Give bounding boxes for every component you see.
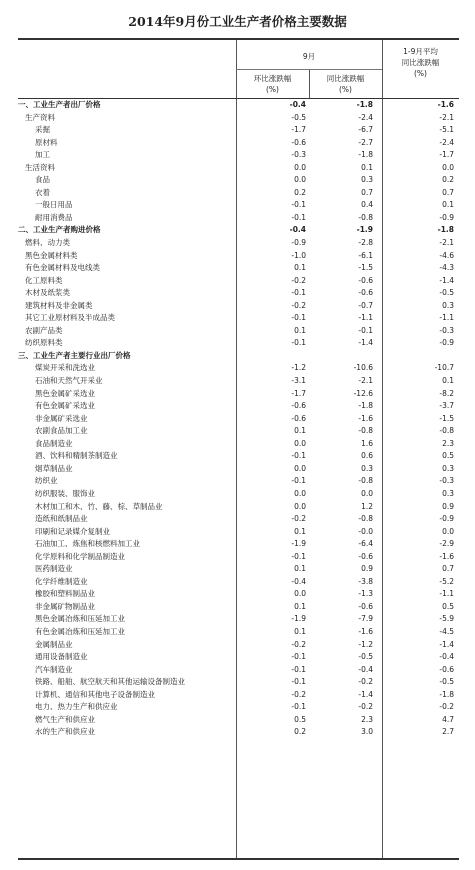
ytd-avg-cell: 4.7	[442, 714, 454, 724]
ytd-avg-cell: -10.7	[434, 363, 454, 373]
ytd-avg-cell: -8.2	[439, 388, 454, 398]
ytd-avg-cell: -1.1	[439, 313, 454, 323]
mom-change-cell: -0.2	[291, 639, 306, 649]
mom-change-cell: -0.4	[291, 576, 306, 586]
table-row	[18, 613, 459, 626]
row-label: 木材及纸浆类	[25, 288, 70, 298]
table-row	[18, 224, 459, 237]
ytd-avg-cell: -2.1	[439, 112, 454, 122]
yoy-change-cell: -7.9	[358, 614, 373, 624]
row-label: 有色金属冶炼和压延加工业	[35, 626, 125, 636]
yoy-change-unit: (%)	[339, 85, 352, 94]
ytd-avg-cell: -5.1	[439, 125, 454, 135]
yoy-change-cell: 0.9	[361, 564, 373, 574]
mom-change-cell: -0.6	[291, 413, 306, 423]
ytd-avg-cell: -2.4	[439, 137, 454, 147]
row-label: 石油和天然气开采业	[35, 376, 103, 386]
row-label: 建筑材料及非金属类	[25, 300, 93, 310]
row-label: 食品	[35, 175, 50, 185]
table-row	[18, 275, 459, 288]
ytd-avg-cell: 0.5	[442, 601, 454, 611]
row-label: 金属制品业	[35, 639, 73, 649]
mom-change-cell: -1.7	[291, 125, 306, 135]
yoy-change-cell: -1.8	[358, 150, 373, 160]
ytd-avg-cell: -1.1	[439, 589, 454, 599]
mom-change-cell: -0.1	[291, 551, 306, 561]
table-row	[18, 287, 459, 300]
table-row	[18, 475, 459, 488]
row-label: 煤炭开采和洗选业	[35, 363, 95, 373]
mom-change-cell: -0.4	[289, 225, 306, 235]
table-row	[18, 137, 459, 150]
row-label: 燃气生产和供应业	[35, 714, 95, 724]
yoy-change-cell: -1.6	[358, 413, 373, 423]
yoy-change-cell: -1.4	[358, 338, 373, 348]
yoy-change-cell: 3.0	[361, 727, 373, 737]
mom-change-cell: -0.1	[291, 677, 306, 687]
row-label: 二、工业生产者购进价格	[18, 225, 101, 235]
ytd-avg-cell: -0.3	[439, 325, 454, 335]
table-row	[18, 362, 459, 375]
table-row	[18, 438, 459, 451]
row-label: 烟草制品业	[35, 463, 73, 473]
mom-change-cell: 0.1	[294, 626, 306, 636]
mom-change-cell: -0.6	[291, 401, 306, 411]
mom-change-cell: -0.2	[291, 514, 306, 524]
ytd-avg-cell: -1.5	[439, 413, 454, 423]
row-label: 铁路、船舶、航空航天和其他运输设备制造业	[35, 677, 185, 687]
mom-change-cell: -0.9	[291, 238, 306, 248]
ytd-avg-cell: -0.8	[439, 426, 454, 436]
yoy-change-cell: -6.1	[358, 250, 373, 260]
row-label: 酒、饮料和精制茶制造业	[35, 451, 118, 461]
ytd-avg-cell: 0.7	[442, 187, 454, 197]
ytd-avg-cell: 0.5	[442, 451, 454, 461]
yoy-change-cell: -1.1	[358, 313, 373, 323]
month-header: 9月	[302, 52, 316, 61]
mom-change-cell: 0.0	[294, 589, 306, 599]
row-label: 通用设备制造业	[35, 652, 88, 662]
table-row	[18, 350, 459, 363]
table-row	[18, 112, 459, 125]
ytd-avg-cell: -3.7	[439, 401, 454, 411]
row-label: 电力、热力生产和供应业	[35, 702, 118, 712]
mom-change-cell: -0.5	[291, 112, 306, 122]
ytd-avg-cell: -4.3	[439, 263, 454, 273]
ytd-avg-cell: 0.7	[442, 564, 454, 574]
table-row	[18, 337, 459, 350]
mom-change-cell: 0.1	[294, 426, 306, 436]
ytd-avg-cell: -0.9	[439, 338, 454, 348]
table-row	[18, 250, 459, 263]
row-label: 加工	[35, 150, 50, 160]
ytd-avg-cell: -0.5	[439, 288, 454, 298]
mom-change-cell: -3.1	[291, 376, 306, 386]
table-row	[18, 312, 459, 325]
yoy-change-cell: 0.6	[361, 451, 373, 461]
ytd-avg-cell: 0.3	[442, 300, 454, 310]
mom-change-cell: -0.1	[291, 338, 306, 348]
ytd-avg-header	[382, 46, 459, 79]
row-label: 纺织业	[35, 476, 58, 486]
table-row	[18, 388, 459, 401]
table-row	[18, 701, 459, 714]
yoy-change-cell: -12.6	[353, 388, 373, 398]
table-header	[18, 40, 459, 99]
page-title: 2014年9月份工业生产者价格主要数据	[128, 14, 347, 29]
table-row	[18, 413, 459, 426]
table-row	[18, 676, 459, 689]
ytd-avg-cell: -1.4	[439, 639, 454, 649]
yoy-change-cell: -3.8	[358, 576, 373, 586]
ytd-avg-cell: 2.3	[442, 438, 454, 448]
yoy-change-cell: -1.8	[358, 401, 373, 411]
table-row	[18, 300, 459, 313]
ytd-avg-cell: -2.9	[439, 539, 454, 549]
mom-change-cell: -0.6	[291, 137, 306, 147]
table-row	[18, 99, 459, 112]
table-row	[18, 400, 459, 413]
table-row	[18, 237, 459, 250]
table-row	[18, 588, 459, 601]
mom-change-cell: -0.4	[289, 100, 306, 109]
table-row	[18, 726, 459, 739]
yoy-change-header	[309, 73, 382, 95]
table-row	[18, 262, 459, 275]
row-label: 纺织原料类	[25, 338, 63, 348]
table-row	[18, 714, 459, 727]
mom-change-cell: -0.1	[291, 702, 306, 712]
yoy-change-cell: -0.0	[358, 526, 373, 536]
mom-change-label: 环比涨跌幅	[253, 74, 292, 83]
mom-change-cell: -1.2	[291, 363, 306, 373]
table-row	[18, 187, 459, 200]
ytd-avg-cell: 0.1	[442, 376, 454, 386]
yoy-change-cell: 1.2	[361, 501, 373, 511]
row-label: 一、工业生产者出厂价格	[18, 100, 101, 109]
row-label: 造纸和纸制品业	[35, 514, 88, 524]
yoy-change-cell: -1.3	[358, 589, 373, 599]
mom-change-cell: -0.1	[291, 313, 306, 323]
row-label: 黑色金属材料类	[25, 250, 78, 260]
table-row	[18, 162, 459, 175]
yoy-change-cell: -1.4	[358, 689, 373, 699]
yoy-change-cell: -0.6	[358, 601, 373, 611]
ytd-avg-label-1: 1-9月平均	[403, 47, 438, 56]
yoy-change-cell: -0.6	[358, 288, 373, 298]
table-row	[18, 526, 459, 539]
table-row	[18, 689, 459, 702]
mom-change-cell: 0.0	[294, 463, 306, 473]
yoy-change-cell: -0.2	[358, 702, 373, 712]
ytd-avg-cell: -1.6	[439, 551, 454, 561]
row-label: 汽车制造业	[35, 664, 73, 674]
row-label: 黑色金属冶炼和压延加工业	[35, 614, 125, 624]
yoy-change-cell: -0.2	[358, 677, 373, 687]
table-row	[18, 450, 459, 463]
ytd-avg-cell: -1.6	[437, 100, 454, 109]
yoy-change-cell: -0.6	[358, 275, 373, 285]
row-label: 黑色金属矿采选业	[35, 388, 95, 398]
yoy-change-cell: -0.1	[358, 325, 373, 335]
ytd-avg-cell: -1.8	[437, 225, 454, 235]
yoy-change-cell: -0.6	[358, 551, 373, 561]
yoy-change-cell: -0.4	[358, 664, 373, 674]
row-label: 木材加工和木、竹、藤、棕、草制品业	[35, 501, 163, 511]
yoy-change-cell: 0.3	[361, 175, 373, 185]
yoy-change-cell: -0.8	[358, 514, 373, 524]
mom-change-unit: (%)	[266, 85, 279, 94]
mom-change-cell: 0.1	[294, 601, 306, 611]
row-label: 印刷和记录媒介复制业	[35, 526, 110, 536]
row-label: 橡胶和塑料制品业	[35, 589, 95, 599]
ytd-avg-cell: 0.2	[442, 175, 454, 185]
mom-change-cell: 0.1	[294, 263, 306, 273]
mom-change-cell: -1.7	[291, 388, 306, 398]
yoy-change-cell: -1.9	[356, 225, 373, 235]
mom-change-cell: -0.1	[291, 664, 306, 674]
row-label: 耐用消费品	[35, 212, 73, 222]
row-label: 燃料、动力类	[25, 238, 70, 248]
row-label: 有色金属材料及电线类	[25, 263, 100, 273]
ytd-avg-cell: -4.6	[439, 250, 454, 260]
mom-change-cell: -0.1	[291, 200, 306, 210]
yoy-change-cell: 0.1	[361, 162, 373, 172]
ytd-avg-cell: -1.7	[439, 150, 454, 160]
mom-change-cell: -0.2	[291, 689, 306, 699]
mom-change-cell: -0.3	[291, 150, 306, 160]
mom-change-cell: 0.0	[294, 438, 306, 448]
yoy-change-cell: 2.3	[361, 714, 373, 724]
row-label: 有色金属矿采选业	[35, 401, 95, 411]
row-label: 计算机、通信和其他电子设备制造业	[35, 689, 155, 699]
row-label: 化学原料和化学制品制造业	[35, 551, 125, 561]
mom-change-cell: -0.2	[291, 300, 306, 310]
table-bottom-rule	[18, 858, 459, 860]
table-row	[18, 199, 459, 212]
ytd-avg-cell: 0.1	[442, 200, 454, 210]
ytd-avg-cell: -4.5	[439, 626, 454, 636]
ytd-avg-cell: 2.7	[442, 727, 454, 737]
yoy-change-cell: -1.8	[356, 100, 373, 109]
mom-change-cell: -0.2	[291, 275, 306, 285]
ytd-avg-cell: 0.3	[442, 463, 454, 473]
row-label: 石油加工、炼焦和核燃料加工业	[35, 539, 140, 549]
mom-change-cell: -0.1	[291, 652, 306, 662]
table-row	[18, 375, 459, 388]
row-label: 生产资料	[25, 112, 55, 122]
mom-change-cell: -0.1	[291, 451, 306, 461]
mom-change-cell: 0.2	[294, 187, 306, 197]
mom-change-cell: 0.0	[294, 175, 306, 185]
ytd-avg-label-2: 同比涨跌幅	[401, 58, 440, 67]
yoy-change-cell: -1.2	[358, 639, 373, 649]
table-row	[18, 551, 459, 564]
ytd-avg-cell: -0.9	[439, 212, 454, 222]
table-body	[18, 99, 459, 739]
row-label: 食品制造业	[35, 438, 73, 448]
yoy-change-cell: -2.1	[358, 376, 373, 386]
ytd-avg-cell: -0.4	[439, 652, 454, 662]
mom-change-cell: 0.1	[294, 564, 306, 574]
row-label: 原材料	[35, 137, 58, 147]
row-label: 纺织服装、服饰业	[35, 488, 95, 498]
yoy-change-cell: 1.6	[361, 438, 373, 448]
row-label: 水的生产和供应业	[35, 727, 95, 737]
yoy-change-cell: -6.4	[358, 539, 373, 549]
table-row	[18, 174, 459, 187]
row-label: 化工原料类	[25, 275, 63, 285]
ytd-avg-cell: -1.4	[439, 275, 454, 285]
table-row	[18, 664, 459, 677]
table-row	[18, 601, 459, 614]
ytd-avg-cell: 0.3	[442, 488, 454, 498]
table-row	[18, 463, 459, 476]
row-label: 非金属矿采选业	[35, 413, 88, 423]
ytd-avg-cell: -0.3	[439, 476, 454, 486]
table-row	[18, 513, 459, 526]
mom-change-cell: -0.1	[291, 288, 306, 298]
mom-change-cell: 0.0	[294, 488, 306, 498]
yoy-change-cell: -0.8	[358, 426, 373, 436]
row-label: 非金属矿物制品业	[35, 601, 95, 611]
yoy-change-cell: -2.8	[358, 238, 373, 248]
table-row	[18, 538, 459, 551]
table-row	[18, 425, 459, 438]
mom-change-cell: 0.5	[294, 714, 306, 724]
mom-change-cell: -1.9	[291, 539, 306, 549]
yoy-change-cell: -0.7	[358, 300, 373, 310]
ytd-avg-cell: -0.2	[439, 702, 454, 712]
ytd-avg-cell: 0.9	[442, 501, 454, 511]
ytd-avg-cell: 0.0	[442, 526, 454, 536]
yoy-change-cell: -0.8	[358, 476, 373, 486]
yoy-change-cell: -1.5	[358, 263, 373, 273]
mom-change-cell: -0.1	[291, 476, 306, 486]
ytd-avg-cell: -2.1	[439, 238, 454, 248]
ytd-avg-cell: -0.6	[439, 664, 454, 674]
mom-change-cell: 0.0	[294, 501, 306, 511]
mom-change-cell: -1.9	[291, 614, 306, 624]
mom-change-cell: 0.0	[294, 162, 306, 172]
table-row	[18, 488, 459, 501]
yoy-change-cell: 0.4	[361, 200, 373, 210]
price-table	[18, 38, 459, 739]
yoy-change-cell: 0.0	[361, 488, 373, 498]
row-label: 化学纤维制造业	[35, 576, 88, 586]
table-row	[18, 639, 459, 652]
row-label: 采掘	[35, 125, 50, 135]
row-label: 其它工业原材料及半成品类	[25, 313, 115, 323]
mom-change-cell: 0.2	[294, 727, 306, 737]
table-row	[18, 501, 459, 514]
ytd-avg-cell: -0.9	[439, 514, 454, 524]
table-row	[18, 576, 459, 589]
table-row	[18, 626, 459, 639]
ytd-avg-cell: -0.5	[439, 677, 454, 687]
table-row	[18, 149, 459, 162]
ytd-avg-cell: 0.0	[442, 162, 454, 172]
row-label: 衣着	[35, 187, 50, 197]
yoy-change-cell: -0.5	[358, 652, 373, 662]
yoy-change-label: 同比涨跌幅	[326, 74, 365, 83]
row-label: 一般日用品	[35, 200, 73, 210]
ytd-avg-cell: -1.8	[439, 689, 454, 699]
yoy-change-cell: -0.8	[358, 212, 373, 222]
mom-change-header	[236, 73, 309, 95]
mom-change-cell: -1.0	[291, 250, 306, 260]
yoy-change-cell: 0.3	[361, 463, 373, 473]
table-row	[18, 563, 459, 576]
row-label: 农副产品类	[25, 325, 63, 335]
row-label: 农副食品加工业	[35, 426, 88, 436]
mom-change-cell: -0.1	[291, 212, 306, 222]
table-row	[18, 325, 459, 338]
row-label: 生活资料	[25, 162, 55, 172]
ytd-avg-unit: (%)	[414, 69, 427, 78]
row-label: 三、工业生产者主要行业出厂价格	[18, 350, 131, 360]
table-row	[18, 212, 459, 225]
yoy-change-cell: -6.7	[358, 125, 373, 135]
mom-change-cell: 0.1	[294, 325, 306, 335]
yoy-change-cell: -2.7	[358, 137, 373, 147]
yoy-change-cell: -1.6	[358, 626, 373, 636]
ytd-avg-cell: -5.2	[439, 576, 454, 586]
mom-change-cell: 0.1	[294, 526, 306, 536]
row-label: 医药制造业	[35, 564, 73, 574]
table-row	[18, 124, 459, 137]
yoy-change-cell: 0.7	[361, 187, 373, 197]
yoy-change-cell: -10.6	[353, 363, 373, 373]
yoy-change-cell: -2.4	[358, 112, 373, 122]
table-row	[18, 651, 459, 664]
ytd-avg-cell: -5.9	[439, 614, 454, 624]
